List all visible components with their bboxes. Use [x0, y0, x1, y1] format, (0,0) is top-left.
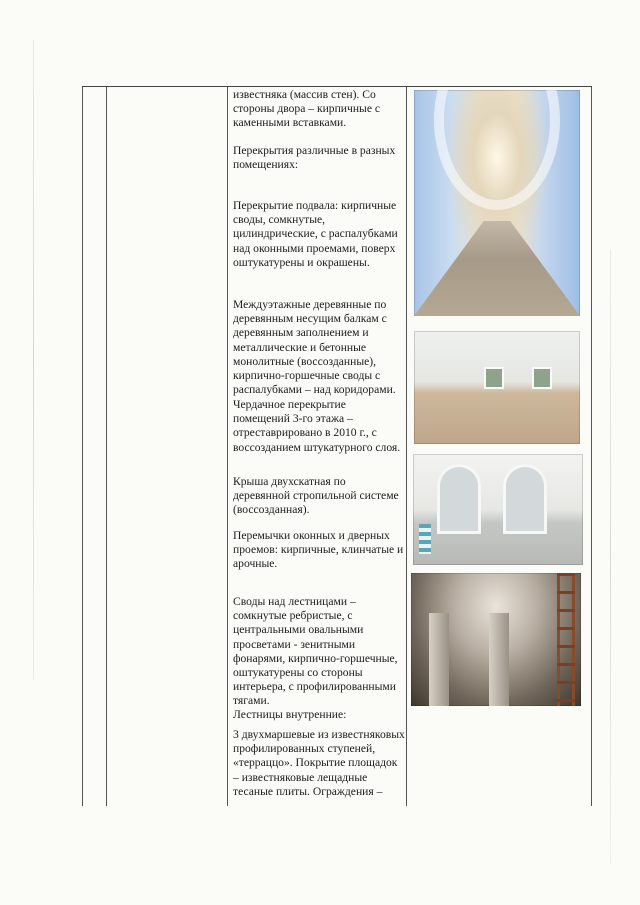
paragraph-basement-ceiling: Перекрытие подвала: кирпичные своды, сомкнутые, цилиндрические, с распалубками над оконными проемами, поверх оштукатурены и окрашены. — [233, 199, 398, 269]
table-border-right — [591, 87, 592, 806]
photo-stair-vault — [411, 573, 581, 706]
photo-vaulted-corridor — [414, 90, 580, 316]
photo-pillar — [489, 613, 509, 706]
photo-painted-column — [419, 524, 431, 554]
photo-pillar — [429, 613, 449, 706]
photo-window — [484, 367, 504, 389]
photo-arched-hall — [413, 454, 583, 565]
photo-arch — [437, 464, 481, 534]
table-column-divider — [106, 87, 107, 806]
paragraph-attic-ceiling: Чердачное перекрытие помещений 3-го этажа – отреставрировано в 2010 г., с воссозданием штукатурного слоя. — [233, 398, 401, 454]
photo-vault-shape — [434, 90, 560, 210]
paragraph-roof: Крыша двухскатная по деревянной стропильной системе (воссозданная). — [233, 475, 399, 517]
paragraph-floors-intro: Перекрытия различные в разных помещениях: — [233, 144, 396, 172]
photo-corridor-floor — [414, 221, 580, 316]
paragraph-stairs-heading: Лестницы внутренние: — [233, 708, 347, 721]
table-column-divider — [227, 87, 228, 806]
photo-arch — [503, 464, 547, 534]
paragraph-lintels: Перемычки оконных и дверных проемов: кирпичные, клинчатые и арочные. — [233, 529, 404, 571]
photo-window — [532, 367, 552, 389]
scan-edge-mark — [33, 40, 34, 680]
photo-scaffolding — [557, 573, 575, 706]
paragraph-interfloor-ceiling: Междуэтажные деревянные по деревянным несущим балкам с деревянным заполнением и металлические и бетонные монолитные (воссозданные), кирпично-горшечные своды с распалубками – над коридорами. — [233, 298, 396, 397]
paragraph-stairs: 3 двухмаршевые из известняковых профилированных ступеней, «терраццо». Покрытие площадок – известняковые лещадные тесаные плиты. Ограждения – — [233, 728, 405, 798]
table-border-left — [82, 87, 83, 806]
scan-edge-mark — [610, 250, 611, 865]
paragraph-stair-vaults: Своды над лестницами – сомкнутые ребристые, с центральными овальными просветами - зенитными фонарями, кирпично-горшечные, оштукатурены со стороны интерьера, с профилированными тягами. — [233, 595, 398, 708]
table-column-divider — [406, 87, 407, 806]
paragraph-walls: известняка (массив стен). Со стороны двора – кирпичные с каменными вставками. — [233, 88, 381, 130]
photo-empty-hall — [414, 331, 580, 444]
